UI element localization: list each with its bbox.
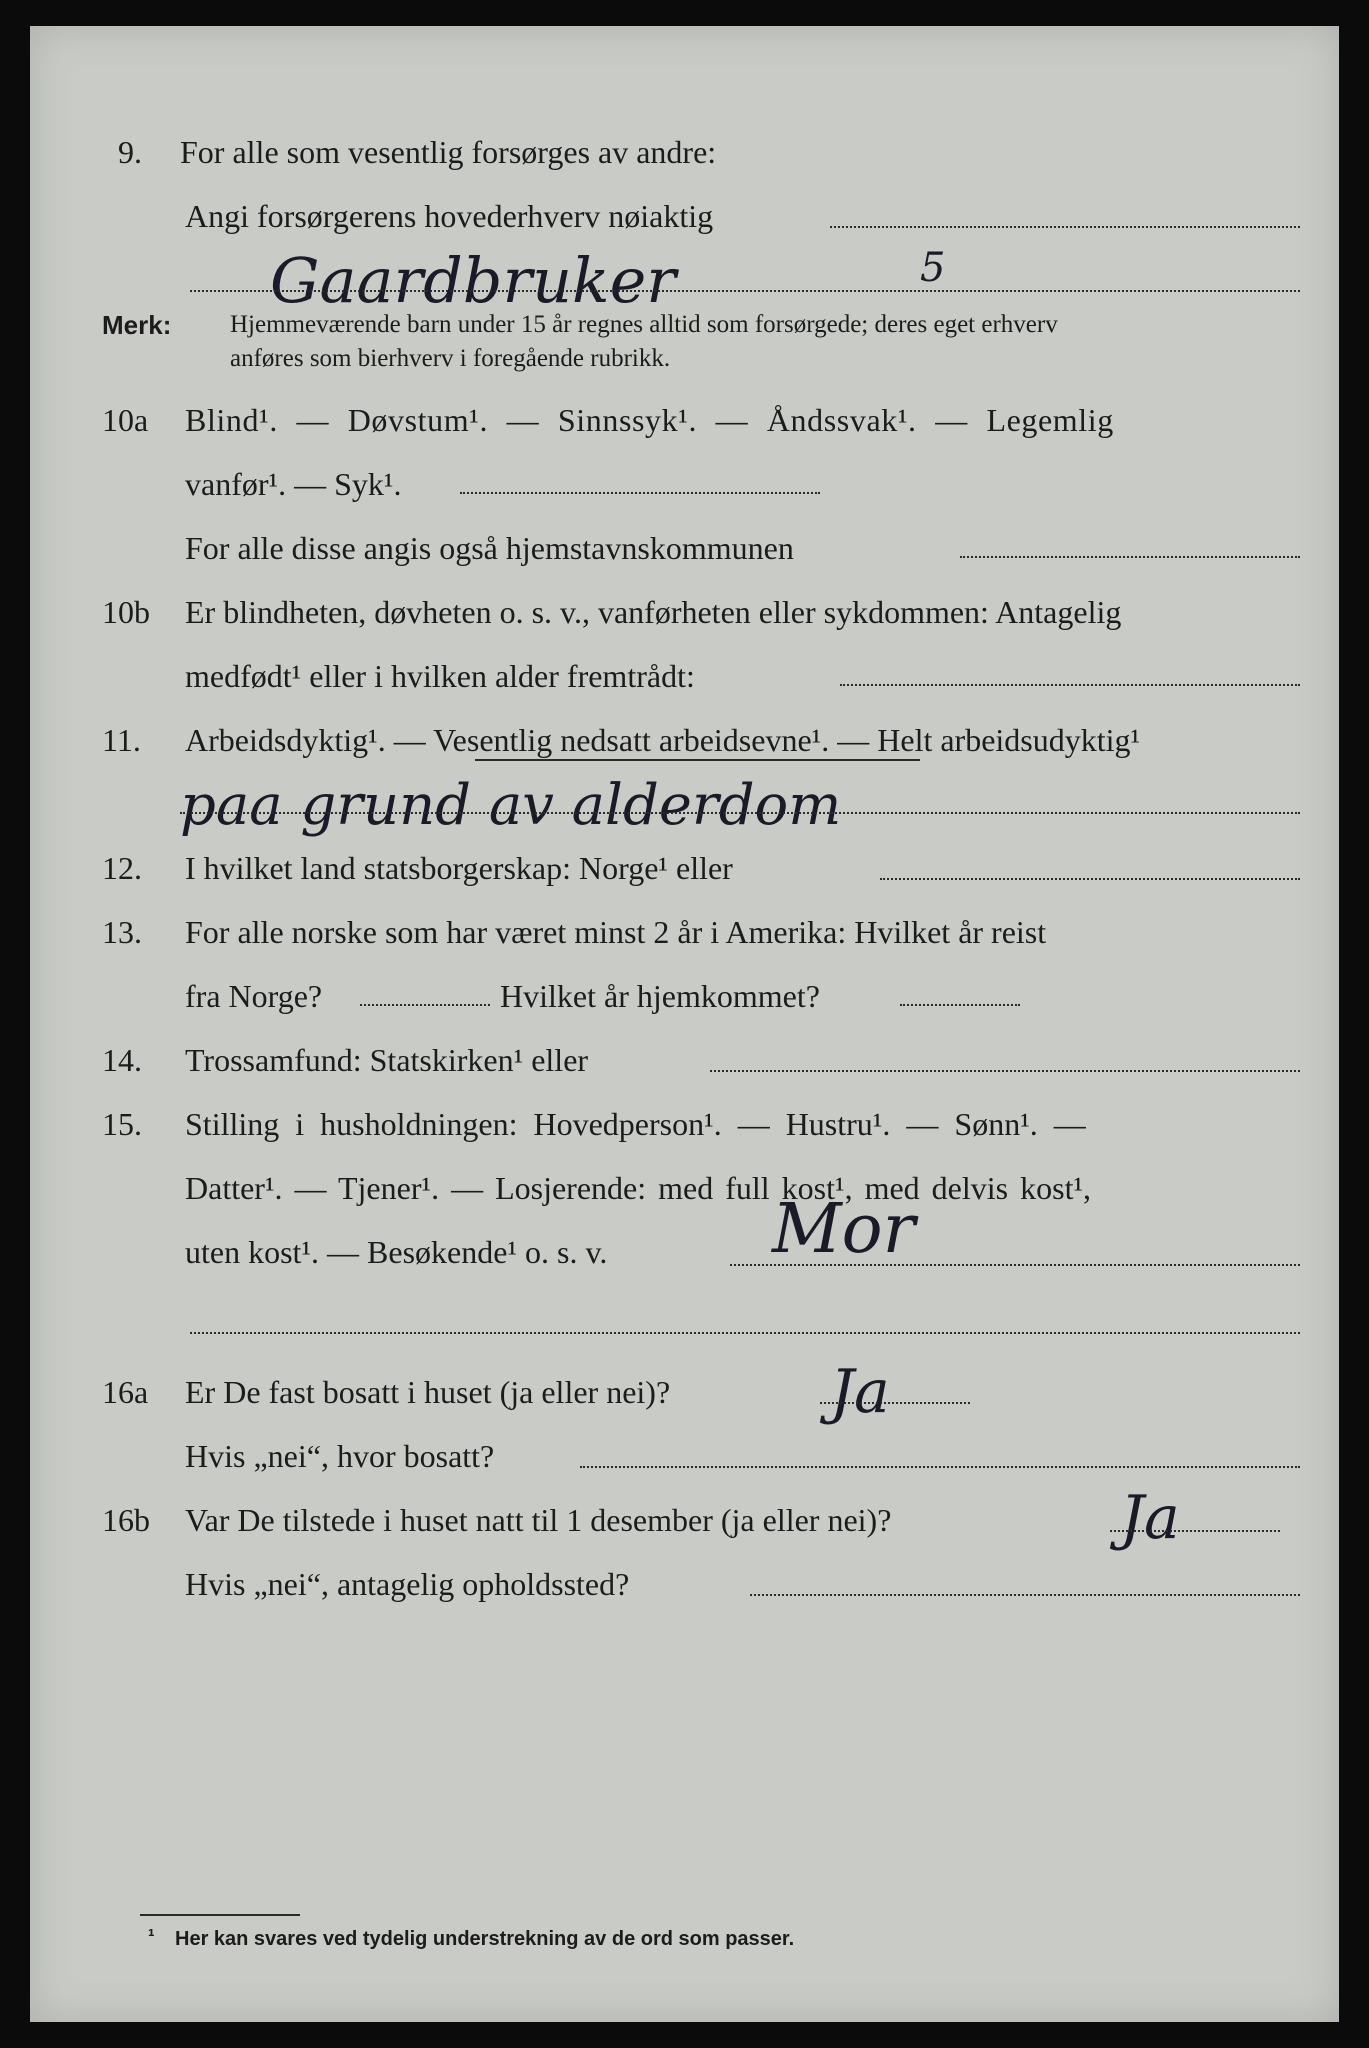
q12-line1: I hvilket land statsborgerskap: Norge¹ eller (185, 850, 733, 886)
merk-line1: Hjemmeværende barn under 15 år regnes alltid som forsørgede; deres eget erhverv (230, 311, 1058, 338)
merk-label: Merk: (102, 310, 172, 340)
footnote-marker: ¹ (148, 1926, 155, 1948)
q9-number: 9. (118, 134, 142, 170)
q10a-answer-line-1 (460, 492, 820, 494)
q9-answer-line-1 (830, 226, 1300, 228)
q10a-line1: Blind¹. — Døvstum¹. — Sinnssyk¹. — Åndssvak¹. — Legemlig (185, 402, 1114, 438)
q10a-line3: For alle disse angis også hjemstavnskommunen (185, 530, 794, 566)
q13-answer-line-2 (900, 1004, 1020, 1006)
q14-number: 14. (102, 1042, 142, 1078)
q15-answer-line-2 (190, 1332, 1300, 1334)
q14-answer-line (710, 1070, 1300, 1072)
q9-answer-line-2 (190, 290, 1300, 292)
q15-answer-line-1 (730, 1264, 1300, 1266)
q13-line2a: fra Norge? (185, 978, 323, 1014)
footnote-text: Her kan svares ved tydelig understrekning av de ord som passer. (175, 1928, 795, 1950)
q11-line1: Arbeidsdyktig¹. — Vesentlig nedsatt arbeidsevne¹. — Helt arbeidsudyktig¹ (185, 722, 1141, 758)
q11-handwritten-answer: paa grund av alderdom (180, 773, 842, 838)
census-form-page (30, 26, 1339, 2022)
footnote-rule (140, 1914, 300, 1916)
q16a-line1: Er De fast bosatt i huset (ja eller nei)? (185, 1374, 671, 1410)
q16a-answer-line-2 (580, 1466, 1300, 1468)
q15-line1: Stilling i husholdningen: Hovedperson¹. — Hustru¹. — Sønn¹. — (185, 1106, 1086, 1142)
q12-number: 12. (102, 850, 142, 886)
q14-line1: Trossamfund: Statskirken¹ eller (185, 1042, 589, 1078)
q11-answer-line (180, 812, 1300, 814)
q16b-line2: Hvis „nei“, antagelig opholdssted? (185, 1566, 630, 1602)
q13-answer-line-1 (360, 1004, 490, 1006)
q9-handwritten-answer: Gaardbruker (270, 244, 676, 317)
q10b-number: 10b (102, 594, 150, 630)
q15-number: 15. (102, 1106, 142, 1142)
q15-line2: Datter¹. — Tjener¹. — Losjerende: med full kost¹, med delvis kost¹, (185, 1170, 1092, 1206)
q16b-number: 16b (102, 1502, 150, 1538)
q13-line2b: Hvilket år hjemkommet? (500, 978, 820, 1014)
q10a-number: 10a (102, 402, 149, 438)
q15-line3: uten kost¹. — Besøkende¹ o. s. v. (185, 1234, 608, 1270)
q13-line1: For alle norske som har været minst 2 år i Amerika: Hvilket år reist (185, 914, 1047, 950)
q16b-line1: Var De tilstede i huset natt til 1 desember (ja eller nei)? (185, 1502, 892, 1538)
q16b-answer-line-1 (1110, 1530, 1280, 1532)
q16b-answer-line-2 (750, 1594, 1300, 1596)
q11-underline-vesentlig (475, 759, 920, 761)
q10b-line2: medfødt¹ eller i hvilken alder fremtrådt: (185, 658, 695, 694)
q16b-handwritten-answer: Ja (1120, 1483, 1180, 1553)
q12-answer-line (880, 878, 1300, 880)
q16a-number: 16a (102, 1374, 149, 1410)
q16a-line2: Hvis „nei“, hvor bosatt? (185, 1438, 495, 1474)
q16a-answer-line-1 (820, 1402, 970, 1404)
merk-line2: anføres som bierhverv i foregående rubrikk. (230, 345, 671, 372)
q16a-handwritten-answer: Ja (830, 1357, 890, 1427)
q9-handwritten-note: 5 (920, 245, 946, 291)
q13-number: 13. (102, 914, 142, 950)
q9-line1: For alle som vesentlig forsørges av andre: (180, 134, 717, 170)
q11-number: 11. (102, 722, 141, 758)
q10b-answer-line (840, 684, 1300, 686)
q10a-line2: vanfør¹. — Syk¹. (185, 466, 402, 502)
q10b-line1: Er blindheten, døvheten o. s. v., vanførheten eller sykdommen: Antagelig (185, 594, 1122, 630)
q15-handwritten-answer: Mor (772, 1190, 916, 1269)
q10a-answer-line-2 (960, 556, 1300, 558)
q9-line2: Angi forsørgerens hovederhverv nøiaktig (185, 198, 714, 234)
